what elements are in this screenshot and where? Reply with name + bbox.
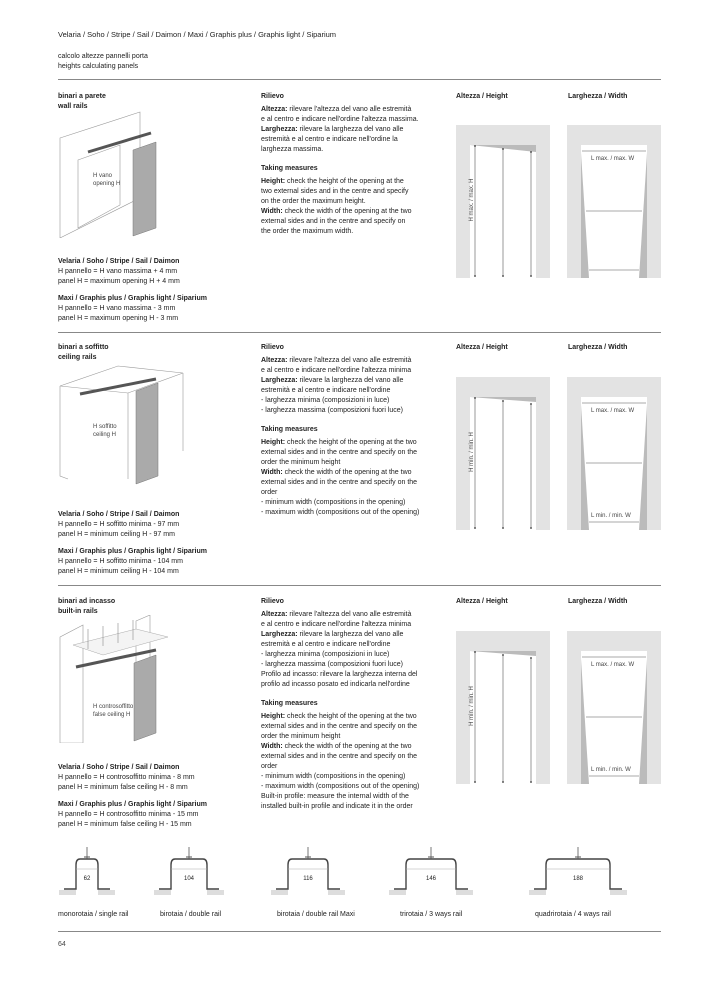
paragraph-text: rilevare l'altezza del vano alle estremità e al centro e indicare nell'ordine l'altezza minima — [261, 357, 412, 374]
rilievo-paragraph — [261, 610, 461, 630]
height-label: H min. / min. H — [469, 686, 475, 726]
width-min-label: L min. / min. W — [591, 513, 631, 519]
measures-block — [261, 699, 461, 812]
product-group — [58, 510, 248, 540]
product-names: Maxi / Graphis plus / Graphis light / Siparium — [58, 548, 207, 555]
section-title-it: binari a soffitto — [58, 344, 109, 351]
product-group — [58, 294, 248, 324]
rilievo-paragraph — [261, 125, 461, 155]
paragraph-label: Width: — [261, 743, 283, 750]
rail-width-value: 116 — [303, 876, 313, 882]
paragraph-text: Profilo ad incasso: rilevare la larghezza interna del profilo ad incasso posato ed indicarla nell'ordine — [261, 671, 418, 688]
panel-formulas — [58, 257, 248, 324]
paragraph-text: check the width of the opening at the two external sides and in the centre and specify on the order - minimum width (compositions in the opening) - maximum width (compositions out of the opening) — [261, 469, 420, 516]
installation-illustration — [58, 615, 188, 743]
paragraph-text: rilevare la larghezza del vano alle estremità e al centro e indicare nell'ordine - larghezza minima (composizioni in luce) - larghezza massima (composizioni fuori luce) — [261, 631, 404, 668]
height-diagram — [456, 125, 550, 278]
illustration-label: H controsoffitto false ceiling H — [93, 704, 134, 718]
paragraph-text: rilevare la larghezza del vano alle estremità e al centro e indicare nell'ordine la larghezza massima. — [261, 126, 404, 153]
rail-label: monorotaia / single rail — [58, 911, 129, 918]
paragraph-label: Larghezza: — [261, 631, 298, 638]
paragraph-label: Width: — [261, 208, 283, 215]
rail-profile — [154, 847, 224, 895]
width-column-header: Larghezza / Width — [568, 344, 628, 351]
divider — [58, 332, 661, 333]
measures-paragraph — [261, 207, 461, 237]
section-title — [58, 343, 238, 363]
rilievo-paragraph — [261, 105, 461, 125]
measures-paragraph — [261, 742, 461, 792]
height-diagram — [456, 631, 550, 784]
product-formula: H pannello = H vano massima - 3 mm panel H = maximum opening H - 3 mm — [58, 305, 179, 322]
section-title-it: binari a parete — [58, 93, 106, 100]
measures-paragraph — [261, 177, 461, 207]
rail-profile — [389, 847, 473, 895]
measures-title: Taking measures — [261, 700, 318, 707]
rilievo-paragraph — [261, 670, 461, 690]
product-formula: H pannello = H controsoffitto minima - 8 mm panel H = minimum false ceiling H - 8 mm — [58, 774, 195, 791]
width-column-header: Larghezza / Width — [568, 598, 628, 605]
width-diagram — [567, 125, 661, 278]
rail-label: trirotaia / 3 ways rail — [400, 911, 463, 918]
width-min-label: L min. / min. W — [591, 767, 631, 773]
width-max-label: L max. / max. W — [591, 662, 635, 668]
paragraph-text: check the height of the opening at the two external sides and in the centre and specify on the order the minimum height — [261, 713, 418, 740]
paragraph-label: Larghezza: — [261, 126, 298, 133]
rail-profiles — [58, 843, 668, 903]
section-title-en: built-in rails — [58, 608, 98, 615]
measures-paragraph — [261, 792, 461, 812]
height-label: H max. / max. H — [469, 178, 475, 222]
rilievo-title: Rilievo — [261, 598, 284, 605]
illustration-label: H soffitto ceiling H — [93, 424, 117, 438]
measures-paragraph — [261, 712, 461, 742]
height-diagram — [456, 377, 550, 530]
paragraph-text: Built-in profile: measure the internal width of the installed built-in profile and indicate it in the order — [261, 793, 413, 810]
width-diagram — [567, 631, 661, 784]
paragraph-text: check the width of the opening at the two external sides and in the centre and specify on the order - minimum width (compositions in the opening) - maximum width (compositions out of the opening) — [261, 743, 420, 790]
rail-label: quadrirotaia / 4 ways rail — [535, 911, 611, 918]
paragraph-label: Altezza: — [261, 611, 288, 618]
paragraph-label: Altezza: — [261, 106, 288, 113]
height-column-header: Altezza / Height — [456, 344, 508, 351]
panel-formulas — [58, 763, 248, 830]
height-column-header: Altezza / Height — [456, 93, 508, 100]
rail-profile — [529, 847, 627, 895]
document-title: Velaria / Soho / Stripe / Sail / Daimon / Maxi / Graphis plus / Graphis light / Siparium — [58, 30, 337, 39]
measures-title: Taking measures — [261, 165, 318, 172]
width-max-label: L max. / max. W — [591, 156, 635, 162]
door-illustration — [58, 361, 188, 489]
rail-profile — [271, 847, 345, 895]
measures-title: Taking measures — [261, 426, 318, 433]
divider — [58, 931, 661, 932]
height-column-header: Altezza / Height — [456, 598, 508, 605]
product-formula: H pannello = H soffitto minima - 104 mm panel H = minimum ceiling H - 104 mm — [58, 558, 183, 575]
section-title-en: wall rails — [58, 103, 88, 110]
paragraph-text: check the height of the opening at the two external sides and in the centre and specify on the order the minimum height — [261, 439, 418, 466]
measures-paragraph — [261, 438, 461, 468]
rail-profile — [59, 847, 115, 895]
paragraph-label: Width: — [261, 469, 283, 476]
panel-formulas — [58, 510, 248, 577]
product-group — [58, 763, 248, 793]
door-illustration — [58, 110, 188, 238]
rilievo-paragraph — [261, 356, 461, 376]
paragraph-label: Larghezza: — [261, 377, 298, 384]
installation-illustration — [58, 361, 188, 489]
width-max-label: L max. / max. W — [591, 408, 635, 414]
divider — [58, 79, 661, 80]
rilievo-block — [261, 343, 461, 416]
product-formula: H pannello = H controsoffitto minima - 15 mm panel H = minimum false ceiling H - 15 mm — [58, 811, 199, 828]
rilievo-block — [261, 92, 461, 155]
product-names: Maxi / Graphis plus / Graphis light / Siparium — [58, 295, 207, 302]
rilievo-block — [261, 597, 461, 690]
rail-label: birotaia / double rail Maxi — [277, 911, 355, 918]
width-column-header: Larghezza / Width — [568, 93, 628, 100]
product-group — [58, 800, 248, 830]
product-names: Velaria / Soho / Stripe / Sail / Daimon — [58, 764, 180, 771]
rail-width-value: 62 — [83, 876, 91, 882]
paragraph-text: rilevare l'altezza del vano alle estremità e al centro e indicare nell'ordine l'altezza massima. — [261, 106, 419, 123]
illustration-label: H vano opening H — [93, 173, 121, 187]
paragraph-label: Altezza: — [261, 357, 288, 364]
subtitle-it: calcolo altezze pannelli porta — [58, 53, 148, 60]
paragraph-label: Height: — [261, 713, 286, 720]
measures-block — [261, 164, 461, 237]
rilievo-paragraph — [261, 630, 461, 670]
product-formula: H pannello = H vano massima + 4 mm panel H = maximum opening H + 4 mm — [58, 268, 180, 285]
product-names: Maxi / Graphis plus / Graphis light / Siparium — [58, 801, 207, 808]
product-names: Velaria / Soho / Stripe / Sail / Daimon — [58, 511, 180, 518]
rail-label: birotaia / double rail — [160, 911, 222, 918]
product-formula: H pannello = H soffitto minima - 97 mm panel H = minimum ceiling H - 97 mm — [58, 521, 180, 538]
door-illustration — [58, 615, 188, 743]
paragraph-text: check the height of the opening at the two external sides and in the centre and specify on the order the maximum height. — [261, 178, 409, 205]
paragraph-text: check the width of the opening at the two external sides and in the centre and specify on the order the maximum width. — [261, 208, 412, 235]
section-title — [58, 597, 238, 617]
paragraph-text: rilevare l'altezza del vano alle estremità e al centro e indicare nell'ordine l'altezza minima — [261, 611, 412, 628]
measures-paragraph — [261, 468, 461, 518]
rilievo-paragraph — [261, 376, 461, 416]
rail-width-value: 146 — [425, 876, 436, 882]
paragraph-text: rilevare la larghezza del vano alle estremità e al centro e indicare nell'ordine - larghezza minima (composizioni in luce) - larghezza massima (composizioni fuori luce) — [261, 377, 404, 414]
rail-width-value: 188 — [572, 876, 583, 882]
rail-width-value: 104 — [183, 876, 194, 882]
product-names: Velaria / Soho / Stripe / Sail / Daimon — [58, 258, 180, 265]
subtitle-en: heights calculating panels — [58, 62, 139, 70]
paragraph-label: Height: — [261, 178, 286, 185]
rilievo-title: Rilievo — [261, 93, 284, 100]
divider — [58, 585, 661, 586]
section-title-it: binari ad incasso — [58, 598, 116, 605]
section-title — [58, 92, 238, 112]
paragraph-label: Height: — [261, 439, 286, 446]
width-diagram — [567, 377, 661, 530]
rilievo-title: Rilievo — [261, 344, 284, 351]
document-subtitle — [58, 52, 148, 71]
measures-block — [261, 425, 461, 518]
product-group — [58, 547, 248, 577]
section-title-en: ceiling rails — [58, 354, 97, 361]
installation-illustration — [58, 110, 188, 238]
page-number: 64 — [58, 941, 66, 948]
height-label: H min. / min. H — [469, 432, 475, 472]
product-group — [58, 257, 248, 287]
